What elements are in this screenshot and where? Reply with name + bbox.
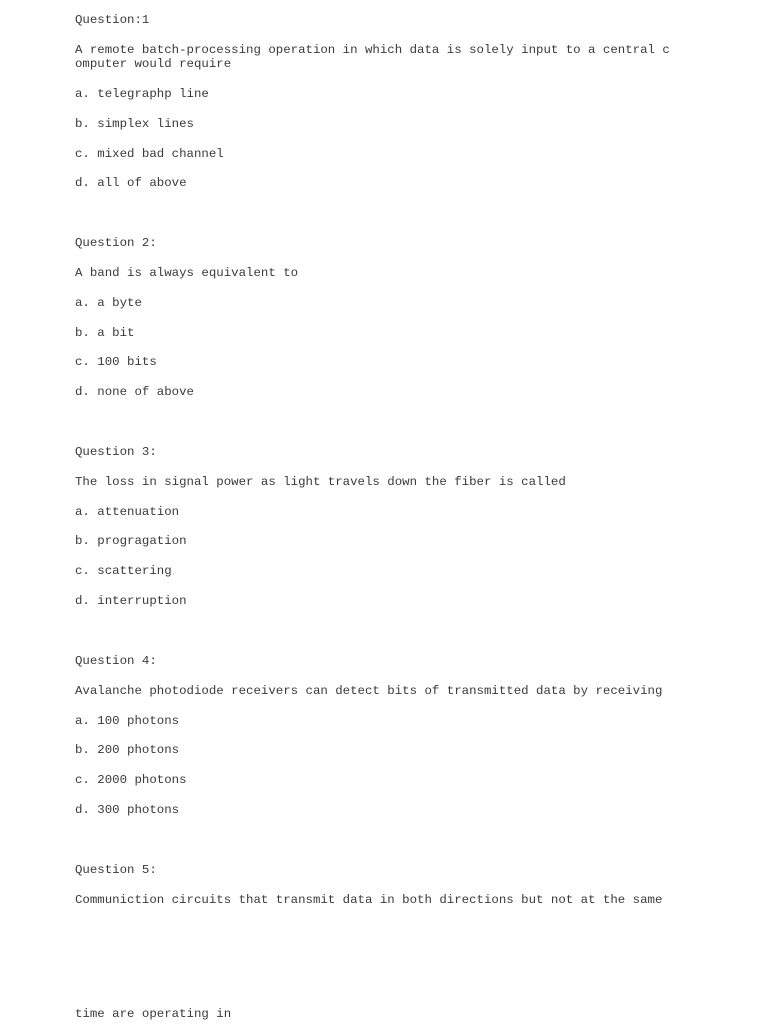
question-4-option-c: c. 2000 photons [75,773,187,787]
question-4-option-d: d. 300 photons [75,803,180,817]
question-1-label: Question:1 [75,13,150,27]
question-3-option-a: a. attenuation [75,505,180,519]
question-5-text-line-2: time are operating in [75,1007,232,1021]
question-3-label: Question 3: [75,445,157,459]
question-5-text-line-1: Communiction circuits that transmit data in both directions but not at the same [75,893,663,907]
question-3-option-b: b. progragation [75,534,187,548]
question-2-option-b: b. a bit [75,326,135,340]
question-5-label: Question 5: [75,863,157,877]
question-2-text-line-1: A band is always equivalent to [75,266,299,280]
question-2-label: Question 2: [75,236,157,250]
question-2-option-a: a. a byte [75,296,142,310]
question-1-option-a: a. telegraphp line [75,87,209,101]
question-4-label: Question 4: [75,654,157,668]
question-3-text-line-1: The loss in signal power as light travels down the fiber is called [75,475,566,489]
question-4-option-a: a. 100 photons [75,714,180,728]
question-4-text-line-1: Avalanche photodiode receivers can detect bits of transmitted data by receiving [75,684,663,698]
question-4-option-b: b. 200 photons [75,743,180,757]
question-1-option-b: b. simplex lines [75,117,194,131]
question-1-text-line-2: omputer would require [75,57,232,71]
question-2-option-c: c. 100 bits [75,355,157,369]
question-3-option-c: c. scattering [75,564,172,578]
question-3-option-d: d. interruption [75,594,187,608]
question-1-text-line-1: A remote batch-processing operation in which data is solely input to a central c [75,43,670,57]
question-1-option-c: c. mixed bad channel [75,147,224,161]
question-1-option-d: d. all of above [75,176,187,190]
question-2-option-d: d. none of above [75,385,194,399]
